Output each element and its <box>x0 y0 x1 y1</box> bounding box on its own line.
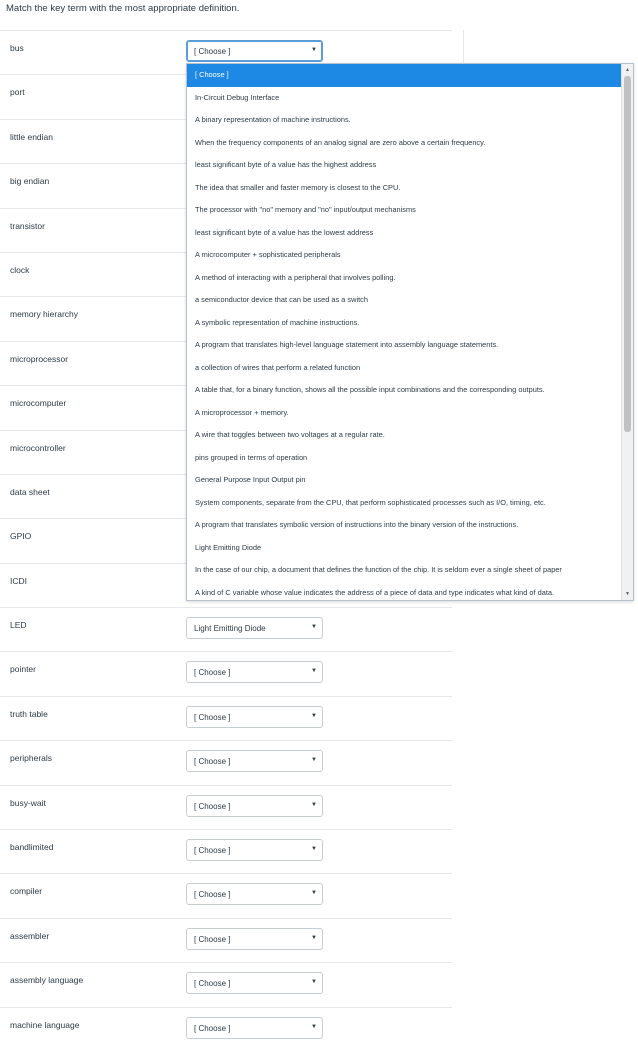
selected-value: [ Choose ] <box>194 757 231 767</box>
term-label: clock <box>10 264 30 275</box>
dropdown-option[interactable]: A wire that toggles between two voltages at a regular rate. <box>195 430 385 439</box>
term-label: bandlimited <box>10 842 54 853</box>
selected-value: [ Choose ] <box>194 979 231 989</box>
definition-select[interactable] <box>186 661 323 683</box>
term-label: port <box>10 87 25 98</box>
definition-select[interactable] <box>186 795 323 817</box>
definition-select[interactable] <box>186 40 323 62</box>
match-row <box>0 607 452 651</box>
chevron-down-icon: ▼ <box>311 668 317 675</box>
term-label: compiler <box>10 886 43 897</box>
chevron-down-icon: ▼ <box>311 1023 317 1030</box>
selected-value: Light Emitting Diode <box>194 624 266 634</box>
term-label: pointer <box>10 664 36 675</box>
dropdown-option[interactable]: A microprocessor + memory. <box>195 407 289 417</box>
term-label: memory hierarchy <box>10 309 79 320</box>
match-row <box>0 962 452 1006</box>
dropdown-option[interactable]: [ Choose ] <box>187 64 621 87</box>
chevron-down-icon: ▼ <box>311 890 317 897</box>
term-label: GPIO <box>10 531 32 542</box>
dropdown-option[interactable]: least significant byte of a value has the highest address <box>195 160 377 169</box>
dropdown-option[interactable]: A program that translates symbolic version of instructions into the binary version of the instructions. <box>195 520 519 529</box>
chevron-down-icon: ▼ <box>311 801 317 808</box>
selected-value: [ Choose ] <box>194 846 231 856</box>
dropdown-option[interactable]: A binary representation of machine instructions. <box>195 115 351 124</box>
selected-value: [ Choose ] <box>194 1023 231 1033</box>
dropdown-option[interactable]: A symbolic representation of machine instructions. <box>195 317 360 327</box>
term-label: peripherals <box>10 753 53 764</box>
chevron-down-icon: ▼ <box>311 624 317 631</box>
term-label: microcontroller <box>10 442 66 453</box>
dropdown-scrollbar[interactable] <box>621 64 633 600</box>
definition-select[interactable] <box>186 617 323 639</box>
dropdown-option[interactable]: The idea that smaller and faster memory is closest to the CPU. <box>195 182 401 192</box>
dropdown-options <box>187 64 621 601</box>
selected-value: [ Choose ] <box>194 801 231 811</box>
term-label: data sheet <box>10 486 50 497</box>
definition-select[interactable] <box>186 972 323 994</box>
term-label: bus <box>10 43 24 53</box>
dropdown-option[interactable]: A kind of C variable whose value indicates the address of a piece of data and type indicates what kind of data. <box>195 587 555 597</box>
selected-value: [ Choose ] <box>194 890 231 900</box>
match-row <box>0 696 452 740</box>
definition-select[interactable] <box>186 883 323 905</box>
dropdown-option[interactable]: Light Emitting Diode <box>195 542 262 552</box>
match-row <box>0 918 452 962</box>
match-row <box>0 785 452 829</box>
term-label: ICDI <box>10 575 27 586</box>
term-label: LED <box>10 620 27 631</box>
term-label: little endian <box>10 131 54 142</box>
selected-value: [ Choose ] <box>194 712 231 722</box>
definition-select[interactable] <box>186 706 323 728</box>
dropdown-option[interactable]: A microcomputer + sophisticated peripherals <box>195 250 341 259</box>
scrollbar-thumb[interactable] <box>624 76 631 432</box>
term-label: assembly language <box>10 975 84 986</box>
definition-select[interactable] <box>186 750 323 772</box>
chevron-down-icon: ▼ <box>311 979 317 986</box>
definition-select[interactable] <box>186 928 323 950</box>
dropdown-option[interactable]: In-Circuit Debug Interface <box>195 92 280 102</box>
term-label: microcomputer <box>10 398 67 409</box>
dropdown-option[interactable]: a semiconductor device that can be used as a switch <box>195 295 368 304</box>
match-row <box>0 829 452 873</box>
match-row <box>0 873 452 917</box>
dropdown-option[interactable]: least significant byte of a value has the lowest address <box>195 227 374 237</box>
definition-select[interactable] <box>186 839 323 861</box>
term-label: machine language <box>10 1019 80 1030</box>
selected-value: [ Choose ] <box>194 47 231 56</box>
chevron-down-icon: ▼ <box>311 47 317 53</box>
scroll-up-icon[interactable]: ▲ <box>625 67 630 73</box>
chevron-down-icon: ▼ <box>311 934 317 941</box>
selected-value: [ Choose ] <box>194 668 231 678</box>
dropdown-option[interactable]: General Purpose Input Output pin <box>195 475 306 484</box>
dropdown-option[interactable]: A program that translates high-level language statement into assembly language statements. <box>195 340 499 349</box>
dropdown-option[interactable]: A table that, for a binary function, shows all the possible input combinations and the corresponding outputs. <box>195 385 545 394</box>
chevron-down-icon: ▼ <box>311 846 317 853</box>
term-label: transistor <box>10 220 45 231</box>
dropdown-option[interactable]: System components, separate from the CPU, that perform sophisticated processes such as I/O, timing, etc. <box>195 497 546 507</box>
dropdown-option[interactable]: The processor with "no" memory and "no" input/output mechanisms <box>195 205 416 214</box>
match-row <box>0 1007 452 1051</box>
dropdown-option[interactable]: pins grouped in terms of operation <box>195 452 308 462</box>
match-row <box>0 651 452 695</box>
term-label: busy-wait <box>10 797 46 808</box>
dropdown-option[interactable]: A method of interacting with a peripheral that involves polling. <box>195 272 396 282</box>
chevron-down-icon: ▼ <box>311 712 317 719</box>
chevron-down-icon: ▼ <box>311 757 317 764</box>
selected-value: [ Choose ] <box>194 934 231 944</box>
definition-select[interactable] <box>186 1017 323 1039</box>
scroll-down-icon[interactable]: ▼ <box>625 591 630 597</box>
dropdown-option[interactable]: When the frequency components of an analog signal are zero above a certain frequency. <box>195 137 486 147</box>
term-label: truth table <box>10 708 48 719</box>
term-label: microprocessor <box>10 353 69 364</box>
term-label: assembler <box>10 930 50 941</box>
dropdown-option[interactable]: a collection of wires that perform a related function <box>195 362 361 372</box>
match-row <box>0 740 452 784</box>
divider <box>463 30 464 64</box>
definition-dropdown-list[interactable] <box>186 63 634 601</box>
instructions-text: Match the key term with the most appropriate definition. <box>6 3 240 14</box>
dropdown-option[interactable]: In the case of our chip, a document that defines the function of the chip. It is seldom ever a single sheet of paper <box>195 565 562 574</box>
term-label: big endian <box>10 176 50 187</box>
